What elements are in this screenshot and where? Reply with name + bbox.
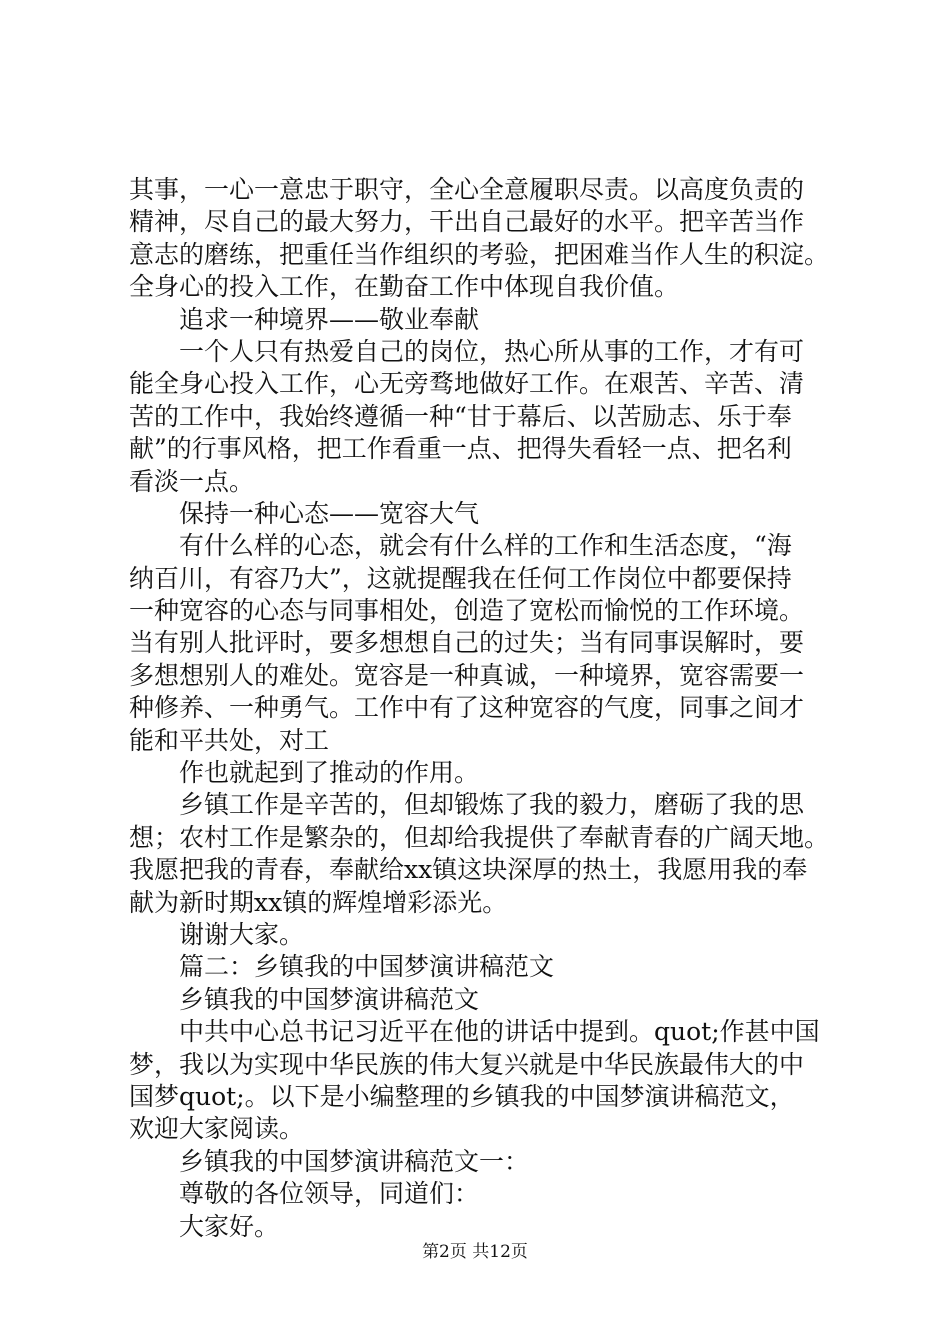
text-line: 追求一种境界——敬业奉献 [179,304,480,334]
text-line: 纳百川，有容乃大”，这就提醒我在任何工作岗位中都要保持 [129,563,792,593]
text-line: 多想想别人的难处。宽容是一种真诚，一种境界，宽容需要一 [129,660,805,690]
text-line: 尊敬的各位领导，同道们： [179,1179,480,1209]
text-line: 梦，我以为实现中华民族的伟大复兴就是中华民族最伟大的中 [129,1049,805,1079]
text-line: 作也就起到了推动的作用。 [179,758,480,788]
text-line: 篇二：乡镇我的中国梦演讲稿范文 [179,952,555,982]
text-line: 精神，尽自己的最大努力，干出自己最好的水平。把辛苦当作 [129,207,805,237]
text-line: 其事，一心一意忠于职守，全心全意履职尽责。以高度负责的 [129,175,805,204]
document-body [129,174,834,1243]
text-line: 能全身心投入工作，心无旁骛地做好工作。在艰苦、辛苦、清 [129,369,805,399]
text-line: 能和平共处，对工 [129,725,330,755]
text-line: 当有别人批评时，要多想想自己的过失；当有同事误解时，要 [129,628,805,658]
text-line: 献为新时期xx镇的辉煌增彩添光。 [129,887,508,917]
text-line: 谢谢大家。 [179,919,305,949]
text-line: 乡镇工作是辛苦的，但却锻炼了我的毅力，磨砺了我的思 [179,790,805,820]
text-line: 种修养、一种勇气。工作中有了这种宽容的气度，同事之间才 [129,693,805,723]
text-line: 中共中心总书记习近平在他的讲话中提到。quot;作甚中国 [179,1017,820,1047]
text-line: 全身心的投入工作，在勤奋工作中体现自我价值。 [129,272,680,302]
text-line: 看淡一点。 [129,466,255,496]
page-footer: 第2页 共12页 [422,1242,528,1262]
text-line: 保持一种心态——宽容大气 [179,498,480,528]
text-line: 我愿把我的青春，奉献给xx镇这块深厚的热土，我愿用我的奉 [129,855,808,885]
text-line: 有什么样的心态，就会有什么样的工作和生活态度，“海 [179,531,792,561]
text-line: 献”的行事风格，把工作看重一点、把得失看轻一点、把名利 [129,434,792,464]
text-line: 一种宽容的心态与同事相处，创造了宽松而愉悦的工作环境。 [129,596,805,626]
text-line: 乡镇我的中国梦演讲稿范文一： [179,1146,530,1176]
text-line: 国梦quot;。以下是小编整理的乡镇我的中国梦演讲稿范文， [129,1081,795,1111]
text-line: 想；农村工作是繁杂的，但却给我提供了奉献青春的广阔天地。 [129,822,830,852]
text-line: 欢迎大家阅读。 [129,1114,305,1144]
text-line: 苦的工作中，我始终遵循一种“甘于幕后、以苦励志、乐于奉 [129,401,792,431]
text-line: 一个人只有热爱自己的岗位，热心所从事的工作，才有可 [179,336,805,366]
text-line: 乡镇我的中国梦演讲稿范文 [179,984,480,1014]
text-line: 大家好。 [179,1211,280,1241]
text-line: 意志的磨练，把重任当作组织的考验，把困难当作人生的积淀。 [129,239,830,269]
